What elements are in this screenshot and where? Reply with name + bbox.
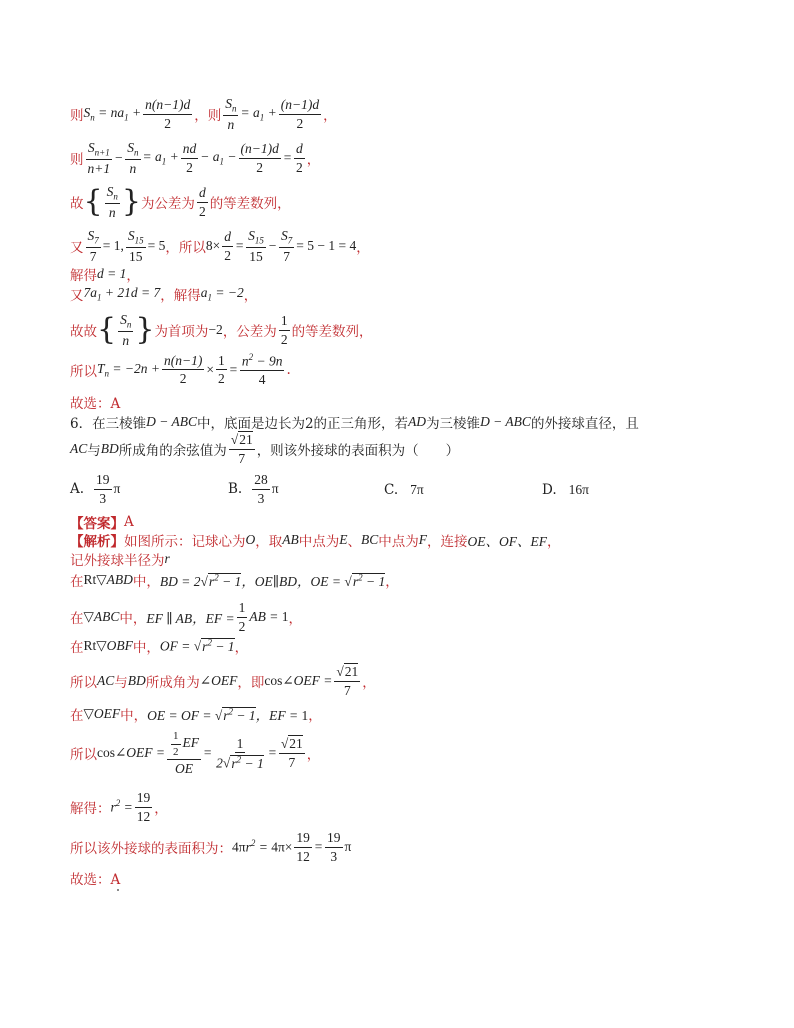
eq-line-4: 又 $\frac{S_7}{7}$ = 1, $\frac{S_{15}}{15}$ = 5 ，所以 8× $\frac{d}{2}$ = $\frac{S_{15}}{15}$ − $\frac{S_7}{7}$ = 5 − 1 = 4 ， xyxy=(70,228,370,265)
analysis-line-5: 在 Rt▽OBF 中， OF = $√r^2 - 1$ ， xyxy=(70,637,249,656)
text: ，则该外接球的表面积为（ ） xyxy=(256,443,460,460)
text: 中， xyxy=(132,640,160,656)
text: 则 xyxy=(70,108,84,125)
text: 所以 xyxy=(70,363,97,380)
choice-label: B. xyxy=(228,481,243,498)
text: ，取 xyxy=(255,534,283,550)
text: 则 xyxy=(70,152,84,169)
answer-line-6 xyxy=(70,868,120,888)
eq-line-6: 又 $7a_1 + 21d = 7$ ，解得 $a_1 = -2$ ， xyxy=(70,285,258,304)
text: 又 xyxy=(70,240,84,257)
text: ， xyxy=(362,675,376,692)
analysis-tag: 【解析】 xyxy=(70,534,124,550)
text: 故选：A xyxy=(70,872,121,888)
text: ， xyxy=(356,240,370,257)
text: 在 xyxy=(70,640,84,656)
text: 与 xyxy=(87,443,101,460)
text: 中点为 xyxy=(378,534,419,550)
text: ， xyxy=(547,534,561,550)
text: 中点为 xyxy=(298,534,340,550)
eq-line-5 xyxy=(70,264,140,284)
analysis-line-9: 解得： $r^2$ = $\frac{19}{12}$ ， xyxy=(70,790,168,824)
eq-line-3: 故 { $\frac{S_n}{n}$ } 为公差为 $\frac{d}{2}$ 的等差数列， xyxy=(70,184,291,221)
text: 故 xyxy=(70,196,84,213)
question-6-line-2: AC 与 BD 所成角的余弦值为 $\frac{√21}{7}$ ，则该外接球的表面积为（ ） xyxy=(70,432,460,466)
text: 的等差数列， xyxy=(209,196,291,213)
text: ， xyxy=(243,288,258,304)
choice-c[interactable]: C. 7π xyxy=(384,482,424,498)
text: 所成角为 xyxy=(145,675,200,692)
text: ，即 xyxy=(237,675,265,692)
text: 的外接球直径，且 xyxy=(530,416,639,432)
text: 在 xyxy=(70,574,84,590)
text: ， xyxy=(126,268,140,284)
eq-line-8: 所以 $T_n = -2n$ + $\frac{n(n-1)}{2}$ × $\frac{1}{2}$ = $\frac{n^2 - 9n}{4}$ . xyxy=(70,352,291,388)
analysis-line-6: 所以 AC 与 BD 所成角为 ∠OEF ，即 cos∠OEF = $\frac{√21}{7}$ ， xyxy=(70,664,376,698)
choice-label: A. xyxy=(70,481,85,498)
analysis-line-7: 在 ▽OEF 中， OE = OF = $√r^2 - 1$，EF = 1 ， xyxy=(70,706,322,724)
text: ， xyxy=(234,640,249,656)
answer-value: A xyxy=(124,514,134,530)
text: ，连接 xyxy=(427,534,468,550)
text: ，公差为 xyxy=(222,324,277,341)
text: 故故 xyxy=(70,324,97,341)
choice-label: D. xyxy=(542,482,557,498)
text: 所以 xyxy=(70,747,97,764)
text: 与 xyxy=(114,675,128,692)
text: 中， xyxy=(119,611,147,628)
text: 的等差数列， xyxy=(291,324,373,341)
text: . xyxy=(286,361,291,378)
text: 解得： xyxy=(70,801,111,818)
analysis-line-1: 【解析】 如图所示：记球心为 O ，取 AB 中点为 E 、 BC 中点为 F ，连接 OE、OF、EF ， xyxy=(70,532,561,550)
text: 故选：A xyxy=(70,396,121,412)
choice-b[interactable]: B. $\frac{28}{3}$ π xyxy=(228,472,279,506)
text: 所成角的余弦值为 xyxy=(118,443,227,460)
eq-line-1: 则 $S_n = na_1$ + $\frac{n(n-1)d}{2}$ ，则 $\frac{S_n}{n}$ = $a_1$ + $\frac{(n-1)d}{2}$ ， xyxy=(70,96,337,133)
text: ， xyxy=(323,108,337,125)
answer-line-5 xyxy=(70,392,120,412)
analysis-line-8: 所以 cos∠OEF = $\frac{1}{2}$ EF OE = $\frac{1}{2√r^2 - 1}$ = $\frac{√21}{7}$ ， xyxy=(70,730,321,777)
text: ， xyxy=(306,747,321,764)
question-6-line-1: 6．在三棱锥 D − ABC 中，底面是边长为2的正三角形，若 AD 为三棱锥 D − ABC 的外接球直径，且 xyxy=(70,414,639,432)
text: 记外接球半径为 xyxy=(70,553,165,569)
text: 在 xyxy=(70,611,84,628)
text: ，则 xyxy=(194,108,222,125)
text: 又 xyxy=(70,288,84,304)
analysis-line-10: 所以该外接球的表面积为： $4\pi r^2 = 4\pi\times$ $\frac{19}{12}$ = $\frac{19}{3}$ π xyxy=(70,830,352,864)
answer-tag-line xyxy=(70,512,134,532)
text: 为首项为 xyxy=(154,324,209,341)
analysis-line-2: 记外接球半径为 r xyxy=(70,551,170,569)
text: ，解得 xyxy=(160,288,201,304)
stray-dot xyxy=(117,889,119,891)
text: 中，底面是边长为2的正三角形，若 xyxy=(196,416,409,432)
eq-line-2: 则 $\frac{S_{n+1}}{n+1}$ − $\frac{S_n}{n}$ = $a_1$ + $\frac{nd}{2}$ − $a_1$ − $\frac{(n-1)d}{2}$ = $\frac{d}{2}$ ， xyxy=(70,140,321,177)
text: 所以 xyxy=(70,675,97,692)
analysis-line-4: 在 ▽ABC 中， EF ∥ AB，EF = $\frac{1}{2}$ AB = 1 ， xyxy=(70,600,302,634)
text: 6．在三棱锥 xyxy=(70,416,147,432)
choice-d[interactable]: D. 16π xyxy=(542,482,589,498)
answer-tag: 【答案】 xyxy=(70,516,124,532)
text: 、 xyxy=(347,534,361,550)
text: 所以该外接球的表面积为： xyxy=(70,841,232,858)
text: ， xyxy=(308,708,322,724)
choice-label: C. xyxy=(384,482,399,498)
text: ，所以 xyxy=(165,240,206,257)
text: ， xyxy=(306,152,321,169)
analysis-line-3: 在 Rt▽ABD 中， BD = $2√r^2 - 1$，OE∥BD，OE = $√r^2 - 1$ ， xyxy=(70,572,399,590)
text: 中， xyxy=(120,708,148,724)
text: ， xyxy=(154,801,168,818)
choice-a[interactable]: A. $\frac{19}{3}$ π xyxy=(70,472,121,506)
text: ， xyxy=(288,611,302,628)
text: 为三棱锥 xyxy=(426,416,481,432)
text: 解得 xyxy=(70,268,97,284)
text: 为公差为 xyxy=(140,196,195,213)
text: 中， xyxy=(132,574,160,590)
eq-line-7: 故故 { $\frac{S_n}{n}$ } 为首项为 −2 ，公差为 $\frac{1}{2}$ 的等差数列， xyxy=(70,312,373,349)
text: ， xyxy=(385,574,399,590)
math: d = 1 xyxy=(97,266,127,281)
text: 在 xyxy=(70,708,84,724)
text: 如图所示：记球心为 xyxy=(124,534,246,550)
